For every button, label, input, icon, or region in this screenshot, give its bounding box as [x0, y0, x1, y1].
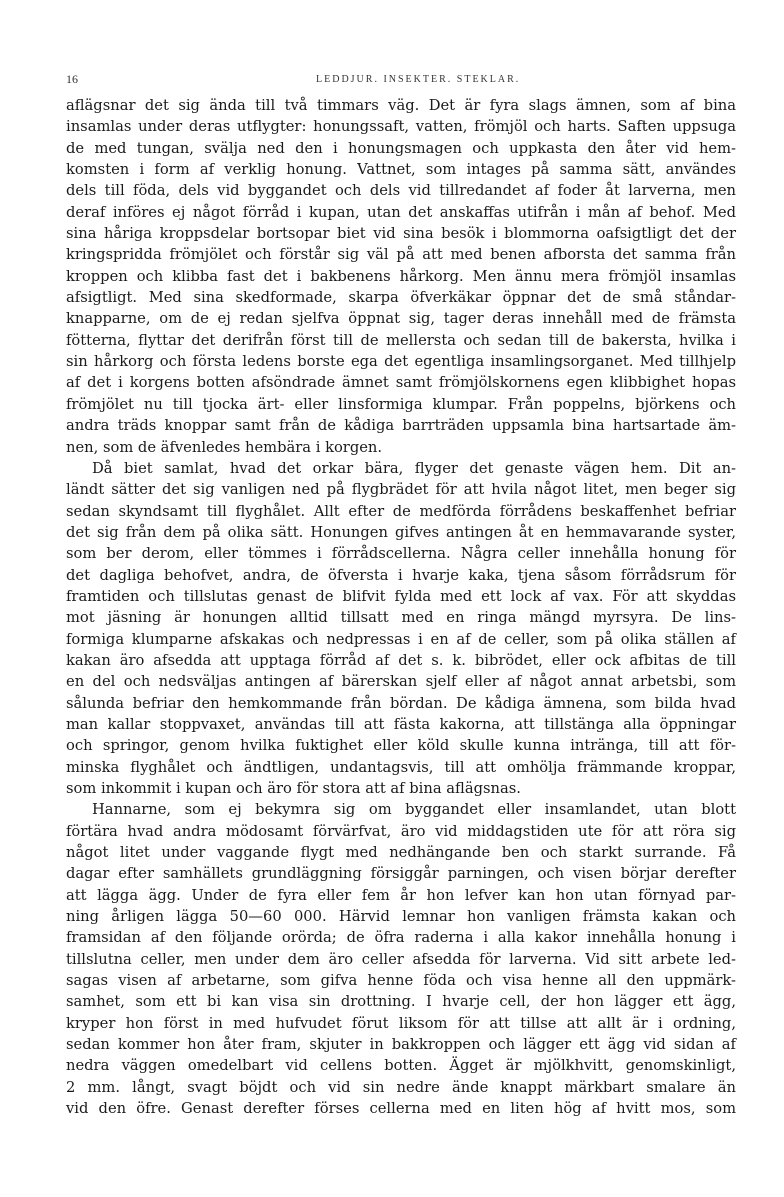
text-line: ländt sätter det sig vanligen ned på flygbrädet för att hvila något litet, men beger sig	[66, 481, 736, 499]
text-line: insamlas under deras utflygter: honungssaft, vatten, frömjöl och harts. Saften uppsuga	[66, 118, 736, 136]
text-line: och springor, genom hvilka fuktighet eller köld skulle kunna inträngа, till att för-	[66, 737, 736, 755]
text-line: kryper hon först in med hufvudet förut liksom för att tillse att allt är i ordning,	[66, 1014, 736, 1032]
text-line: knapparne, om de ej redan sjelfva öppnat sig, tager deras innehåll med de främsta	[66, 310, 736, 328]
text-line: 2 mm. långt, svagt böjdt och vid sin nedre ände knappt märkbart smalare än	[66, 1078, 736, 1096]
running-header	[66, 70, 736, 92]
text-line: Hannarne, som ej bekymra sig om byggandet eller insamlandet, utan blott	[92, 801, 736, 819]
text-line: nedra väggen omedelbart vid cellens botten. Ägget är mjölkhvitt, genomskinligt,	[66, 1057, 736, 1075]
text-line: något litet under vaggande flygt med nedhängande ben och starkt surrande. Få	[66, 844, 736, 862]
text-line: andra träds knoppar samt från de kådiga barrträden uppsamla bina hartsartade äm-	[66, 417, 736, 435]
text-line: sålunda befriar den hemkommande från bördan. De kådiga ämnena, som bilda hvad	[66, 694, 736, 712]
text-line: samhet, som ett bi kan visa sin drottning. I hvarje cell, der hon lägger ett ägg,	[66, 993, 736, 1011]
text-line: afsigtligt. Med sina skedformade, skarpa öfverkäkar öppnar det de små ståndar-	[66, 289, 736, 307]
text-line: förtära hvad andra mödosamt förvärfvat, äro vid middagstiden ute för att röra sig	[66, 822, 736, 840]
text-line: sedan kommer hon åter fram, skjuter in bakkroppen och lägger ett ägg vid sidan af	[66, 1036, 736, 1054]
body-text	[66, 95, 736, 1141]
text-line: sedan skyndsamt till flyghålet. Allt efter de medförda förrådens beskaffenhet befriar	[66, 502, 736, 520]
text-line: framtiden och tillslutas genast de blifvit fylda med ett lock af vax. För att skyddas	[66, 587, 736, 605]
running-title: LEDDJUR. INSEKTER. STEKLAR.	[316, 74, 521, 85]
text-line: kroppen och klibba fast det i bakbenens hårkorg. Men ännu mera frömjöl insamlas	[66, 267, 736, 285]
text-line: nen, som de äfvenledes hembära i korgen.	[66, 438, 383, 456]
text-line: sina håriga kroppsdelar bortsopar biet vid sina besök i blommorna oafsigtligt det der	[66, 225, 736, 243]
text-line: framsidan af den följande orörda; de öfra raderna i alla kakor innehålla honung i	[66, 929, 736, 947]
text-line: af det i korgens botten afsöndrade ämnet samt frömjölskornens egen klibbighet hopas	[66, 374, 736, 392]
text-line	[66, 1120, 736, 1141]
text-line: man kallar stoppvaxet, användas till att fästa kakorna, att tillstänga alla öppningar	[66, 715, 736, 733]
text-line: deraf införes ej något förråd i kupan, utan det anskaffas utifrån i mån af behof. Med	[66, 203, 736, 221]
text-line: som inkommit i kupan och äro för stora att af bina aflägsnas.	[66, 780, 521, 797]
text-line: sagas visen af arbetarne, som gifva henne föda och visa henne all den uppmärk-	[66, 972, 736, 990]
text-line: att lägga ägg. Under de fyra eller fem år hon lefver kan hon utan förnyad par-	[66, 886, 736, 904]
text-line: som ber derom, eller tömmes i förrådscellerna. Några celler innehålla honung för	[66, 545, 736, 563]
text-line: formiga klumparne afskakas och nedpressas i en af de celler, som på olika ställen af	[66, 630, 736, 648]
text-line: Då biet samlat, hvad det orkar bära, flyger det genaste vägen hem. Dit an-	[92, 459, 736, 477]
text-line: minska flyghålet och ändtligen, undantagsvis, till att omhölja främmande kroppar,	[66, 758, 736, 776]
text-line: en del och nedsväljas antingen af bärerskan sjelf eller af något annat arbetsbi, som	[66, 673, 736, 691]
text-line: ning årligen lägga 50—60 000. Härvid lemnar hon vanligen främsta kakan och	[66, 908, 736, 926]
text-line: mot jäsning är honungen alltid tillsatt med en ringa mängd myrsyra. De lins-	[66, 609, 736, 627]
text-line: vid den öfre. Genast derefter förses cellerna med en liten hög af hvitt mos, som	[66, 1100, 736, 1118]
text-line: det sig från dem på olika sätt. Honungen gifves antingen åt en hemmavarande syster,	[66, 523, 736, 541]
text-line: frömjölet nu till tjocka ärt- eller linsformiga klumpar. Från poppelns, björkens och	[66, 395, 736, 413]
text-line: dagar efter samhällets grundläggning försiggår parningen, och visen börjar derefter	[66, 865, 736, 883]
text-line: tillslutna celler, men under dem äro celler afsedda för larverna. Vid sitt arbete led-	[66, 950, 736, 968]
book-page	[66, 70, 736, 1141]
text-line: kakan äro afsedda att upptaga förråd af det s. k. bibrödet, eller ock afbitas de till	[66, 651, 736, 669]
text-line: dels till föda, dels vid byggandet och dels vid tillredandet af foder åt larverna, men	[66, 182, 736, 200]
text-line: fötterna, flyttar det derifrån först till de mellersta och sedan till de bakersta, hvilka i	[66, 331, 736, 349]
text-line: det dagliga behofvet, andra, de öfversta i hvarje kaka, tjena såsom förrådsrum för	[66, 566, 736, 584]
text-line: de med tungan, svälja ned den i honungsmagen och uppkasta den åter vid hem-	[66, 139, 736, 157]
text-line: kringspridda frömjölet och förstår sig väl på att med benen afborsta det samma från	[66, 246, 736, 264]
text-line: komsten i form af verklig honung. Vattnet, som intages på samma sätt, användes	[66, 161, 736, 179]
text-line: sin hårkorg och första ledens borste ega det egentliga insamlingsorganet. Med tillhjelp	[66, 353, 736, 371]
text-line: aflägsnar det sig ända till två timmars väg. Det är fyra slags ämnen, som af bina	[66, 97, 736, 114]
page-number: 16	[66, 72, 78, 86]
